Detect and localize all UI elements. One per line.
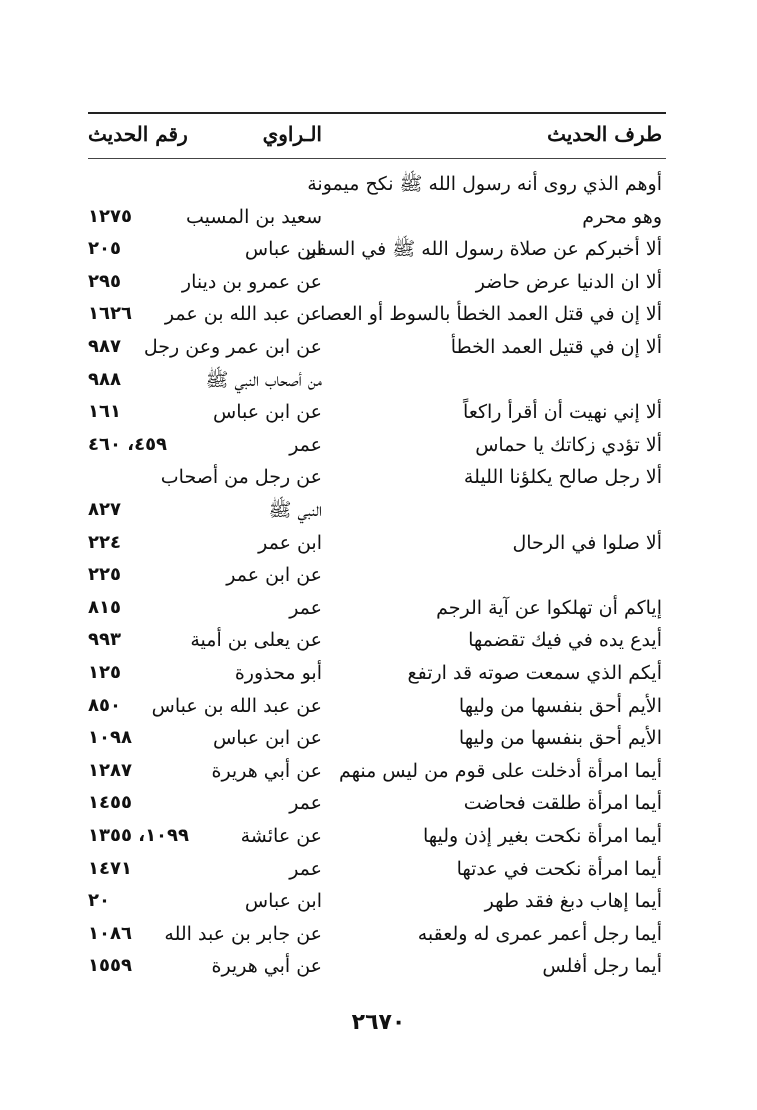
- hadith-text: ألا إني نهيت أن أقرأ راكعاً: [463, 401, 662, 424]
- narrator-text: عمر: [289, 857, 322, 880]
- table-row: [0, 364, 757, 396]
- narrator-text: عن عبد الله بن عباس: [151, 694, 322, 717]
- hadith-number: ١٦٢٦: [88, 303, 132, 325]
- hadith-number: ٢٢٤: [88, 531, 121, 553]
- table-row: [0, 820, 757, 852]
- table-row: [0, 266, 757, 298]
- top-rule: [88, 112, 666, 114]
- table-row: [0, 559, 757, 591]
- table-row: [0, 592, 757, 624]
- hadith-text: ألا تؤدي زكاتك يا حماس: [475, 433, 662, 456]
- table-row: [0, 885, 757, 917]
- table-row: [0, 657, 757, 689]
- narrator-text: أبو محذورة: [234, 662, 322, 684]
- table-row: [0, 918, 757, 950]
- hadith-text: أيما إهاب دبغ فقد طهر: [484, 890, 662, 913]
- narrator-text: عن عبد الله بن عمر: [164, 303, 322, 326]
- narrator-text: من أصحاب النبي ﷺ: [205, 368, 322, 391]
- table-row: [0, 624, 757, 656]
- narrator-text: عن رجل من أصحاب: [160, 466, 322, 489]
- header-number: رقم الحديث: [88, 122, 188, 146]
- hadith-text: الأيم أحق بنفسها من وليها: [458, 694, 662, 717]
- narrator-text: عن عائشة: [240, 825, 322, 847]
- narrator-text: ابن عباس: [244, 238, 322, 261]
- table-row: [0, 396, 757, 428]
- table-row: [0, 461, 757, 493]
- table-row: [0, 527, 757, 559]
- table-row: [0, 787, 757, 819]
- page-number: ٢٦٧٠: [351, 1010, 406, 1035]
- table-row: [0, 429, 757, 461]
- narrator-text: عن ابن عباس: [213, 727, 322, 750]
- narrator-text: سعيد بن المسيب: [185, 205, 322, 228]
- hadith-number: ١٤٥٥: [88, 792, 132, 814]
- hadith-text: إياكم أن تهلكوا عن آية الرجم: [436, 596, 662, 619]
- narrator-text: النبي ﷺ: [268, 499, 322, 521]
- hadith-number: ١٢٨٧: [88, 759, 132, 781]
- table-row: [0, 168, 757, 200]
- hadith-number: ٩٨٨: [88, 368, 121, 390]
- table-row: [0, 233, 757, 265]
- hadith-text: أيكم الذي سمعت صوته قد ارتفع: [407, 662, 662, 684]
- table-row: [0, 331, 757, 363]
- hadith-text: أيما امرأة نكحت بغير إذن وليها: [422, 825, 662, 847]
- narrator-text: عن أبي هريرة: [211, 759, 322, 782]
- hadith-number: ٩٨٧: [88, 336, 121, 357]
- narrator-text: عمر: [289, 596, 322, 619]
- hadith-text: ألا صلوا في الرحال: [512, 531, 662, 554]
- hadith-number: ١٠٩٨: [88, 727, 132, 749]
- table-row: [0, 950, 757, 982]
- hadith-number: ٨٢٧: [88, 499, 121, 520]
- narrator-text: عمر: [289, 433, 322, 456]
- hadith-number: ٤٥٩، ٤٦٠: [88, 433, 168, 455]
- hadith-number: ٨٥٠: [88, 694, 121, 716]
- hadith-number: ١٥٥٩: [88, 955, 132, 977]
- narrator-text: عن جابر بن عبد الله: [164, 922, 322, 945]
- table-row: [0, 201, 757, 233]
- table-row: [0, 722, 757, 754]
- hadith-text: أيما رجل أعمر عمرى له ولعقبه: [417, 922, 662, 945]
- narrator-text: ابن عمر: [258, 531, 322, 554]
- hadith-text: ألا إن في قتيل العمد الخطأ: [450, 336, 662, 358]
- hadith-number: ٢٠: [88, 890, 110, 912]
- hadith-number: ٢٢٥: [88, 564, 121, 586]
- hadith-text: وهو محرم: [582, 205, 662, 228]
- header-hadith: طرف الحديث: [547, 122, 662, 146]
- hadith-number: ٢٩٥: [88, 270, 121, 292]
- narrator-text: عن ابن عباس: [213, 401, 322, 424]
- narrator-text: عمر: [289, 792, 322, 815]
- table-row: [0, 690, 757, 722]
- hadith-text: ألا إن في قتل العمد الخطأ بالسوط أو العصا: [320, 303, 662, 326]
- hadith-text: ألا ان الدنيا عرض حاضر: [475, 270, 662, 293]
- hadith-text: أيما امرأة نكحت في عدتها: [456, 857, 662, 880]
- narrator-text: عن ابن عمر وعن رجل: [143, 336, 322, 358]
- hadith-number: ١٢٥: [88, 662, 121, 683]
- hadith-text: أيما رجل أفلس: [542, 955, 662, 978]
- hadith-text: أوهم الذي روى أنه رسول الله ﷺ نكح ميمونة: [307, 173, 662, 195]
- narrator-text: ابن عباس: [244, 890, 322, 913]
- table-row: [0, 494, 757, 526]
- narrator-text: عن يعلى بن أمية: [190, 629, 322, 652]
- header-rule: [88, 158, 666, 159]
- table-row: [0, 755, 757, 787]
- hadith-text: أيدع يده في فيك تقضمها: [468, 629, 662, 652]
- hadith-number: ١٢٧٥: [88, 205, 132, 227]
- hadith-text: ألا أخبركم عن صلاة رسول الله ﷺ في السفر: [307, 238, 662, 261]
- hadith-text: ألا رجل صالح يكلؤنا الليلة: [463, 466, 662, 489]
- hadith-text: الأيم أحق بنفسها من وليها: [458, 727, 662, 750]
- hadith-number: ١٦١: [88, 401, 121, 423]
- hadith-text: أيما امرأة طلقت فحاضت: [463, 792, 662, 815]
- hadith-number: ٢٠٥: [88, 238, 121, 260]
- hadith-text: أيما امرأة أدخلت على قوم من ليس منهم: [338, 759, 662, 782]
- hadith-number: ١٤٧١: [88, 857, 132, 879]
- hadith-number: ٨١٥: [88, 596, 121, 618]
- hadith-number: ٩٩٣: [88, 629, 121, 651]
- table-row: [0, 298, 757, 330]
- narrator-text: عن عمرو بن دينار: [181, 270, 322, 293]
- narrator-text: عن ابن عمر: [226, 564, 322, 587]
- header-narrator: الـراوي: [262, 122, 322, 146]
- hadith-number: ١٠٩٩، ١٣٥٥: [88, 825, 190, 846]
- hadith-number: ١٠٨٦: [88, 922, 132, 944]
- table-row: [0, 853, 757, 885]
- narrator-text: عن أبي هريرة: [211, 955, 322, 978]
